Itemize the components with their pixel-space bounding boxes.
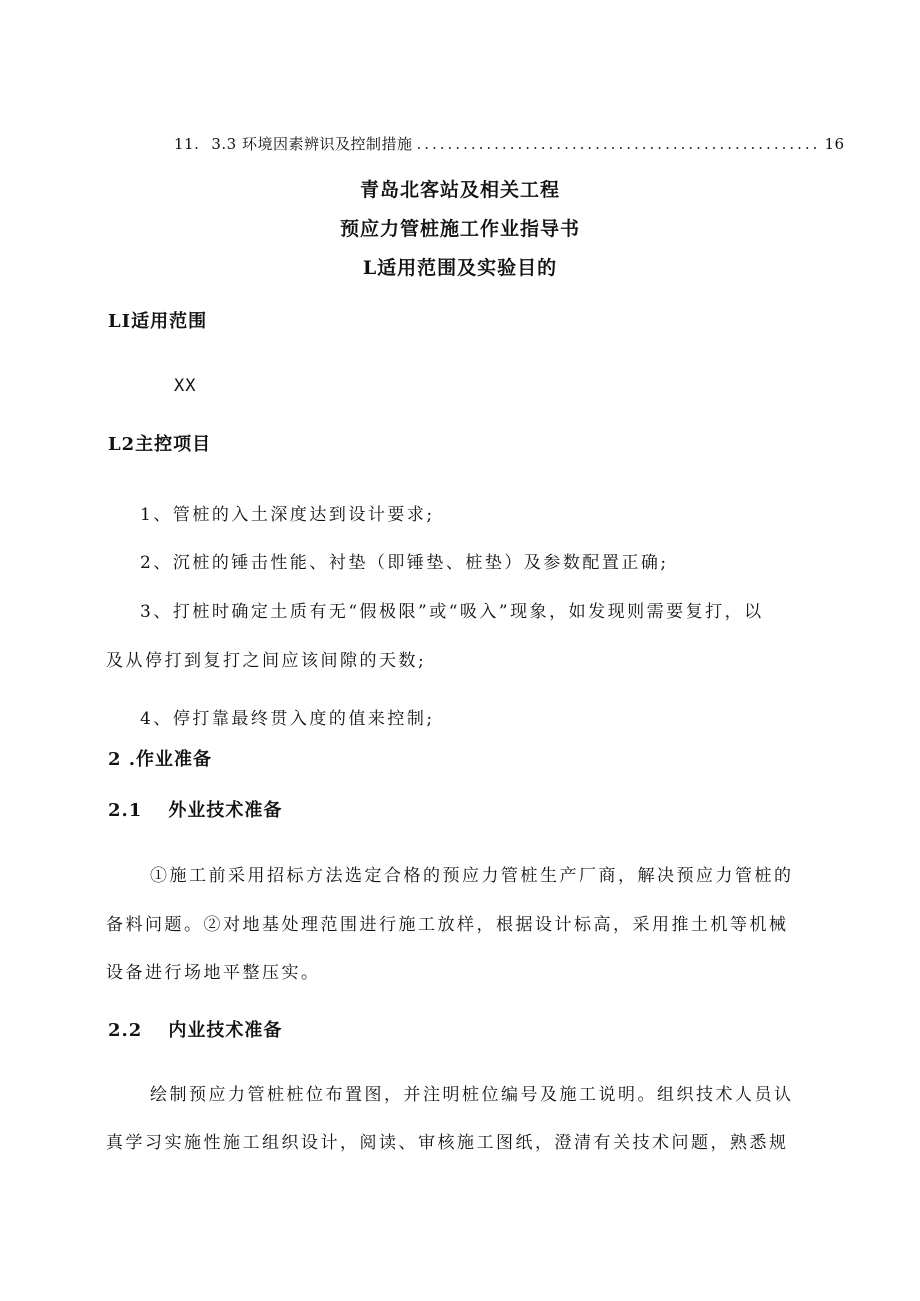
list-item: 1、管桩的入土深度达到设计要求; xyxy=(140,505,435,525)
toc-text: 3.3 环境因素辨识及控制措施 xyxy=(211,135,413,153)
section-2-1-title: 外业技术准备 xyxy=(168,800,283,821)
list-item: 4、停打靠最终贯入度的值来控制; xyxy=(140,709,435,729)
paragraph-line: ①施工前采用招标方法选定合格的预应力管桩生产厂商，解决预应力管桩的 xyxy=(150,866,794,886)
paragraph-line: 备料问题。②对地基处理范围进行施工放样，根据设计标高，采用推土机等机械 xyxy=(106,915,789,935)
document-title-main: 预应力管桩施工作业指导书 xyxy=(339,218,580,240)
paragraph-line: 绘制预应力管桩桩位布置图，并注明桩位编号及施工说明。组织技术人员认 xyxy=(150,1085,794,1105)
toc-entry[interactable] xyxy=(174,133,845,155)
toc-number: 11. xyxy=(174,135,200,153)
section-1-title: L适用范围及实验目的 xyxy=(362,257,558,279)
toc-dot-leader: .................................................... xyxy=(416,135,821,153)
section-2-2-title: 内业技术准备 xyxy=(168,1020,283,1041)
section-1-2-heading: L2主控项目 xyxy=(108,434,212,455)
document-title-project: 青岛北客站及相关工程 xyxy=(359,179,560,201)
section-2-2-number: 2.2 xyxy=(108,1020,143,1041)
section-2-heading: 2 .作业准备 xyxy=(108,749,213,770)
section-2-1-heading xyxy=(108,796,282,822)
section-2-1-number: 2.1 xyxy=(108,800,143,821)
paragraph-line: 设备进行场地平整压实。 xyxy=(106,963,321,983)
list-item-continuation: 及从停打到复打之间应该间隙的天数; xyxy=(106,651,427,671)
toc-page-number: 16 xyxy=(824,135,845,153)
section-1-1-heading: LI适用范围 xyxy=(108,311,208,332)
paragraph-line: 真学习实施性施工组织设计，阅读、审核施工图纸，澄清有关技术问题，熟悉规 xyxy=(106,1133,789,1153)
list-item: 3、打桩时确定土质有无“假极限”或“吸入”现象，如发现则需要复打，以 xyxy=(140,602,764,622)
list-item: 2、沉桩的锤击性能、衬垫（即锤垫、桩垫）及参数配置正确; xyxy=(140,553,669,573)
section-2-2-heading xyxy=(108,1016,282,1042)
section-1-1-body: XX xyxy=(174,376,197,396)
